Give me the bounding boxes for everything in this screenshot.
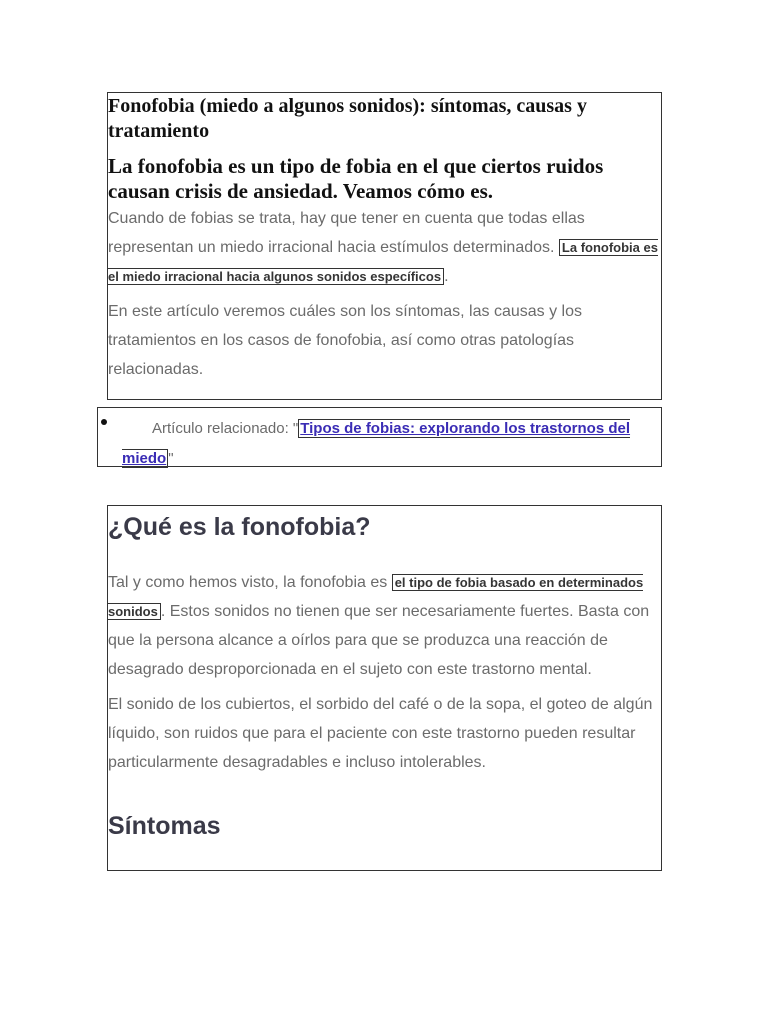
- article-intro-box: [107, 92, 662, 400]
- bullet-icon: [101, 419, 107, 425]
- intro-paragraph-2: En este artículo veremos cuáles son los síntomas, las causas y los tratamientos en los casos de fonofobia, así como otras patologías relacionadas.: [108, 303, 582, 378]
- related-article-box: [97, 407, 662, 467]
- section-heading-what-is: ¿Qué es la fonofobia?: [108, 513, 371, 541]
- section1-p1-highlight: el tipo de fobia basado en determinados sonidos: [108, 575, 644, 619]
- intro-p1-text: Cuando de fobias se trata, hay que tener en cuenta que todas ellas representan un miedo irracional hacia estímulos determinados.: [108, 210, 585, 256]
- related-article-link[interactable]: Tipos de fobias: explorando los trastornos del miedo: [122, 420, 631, 467]
- related-article-item: [122, 414, 652, 474]
- related-suffix: ": [168, 450, 174, 467]
- section-heading-symptoms: Síntomas: [108, 812, 221, 840]
- article-title: Fonofobia (miedo a algunos sonidos): síntomas, causas y tratamiento: [108, 95, 587, 142]
- article-lead: La fonofobia es un tipo de fobia en el que ciertos ruidos causan crisis de ansiedad. Veamos cómo es.: [108, 154, 604, 203]
- intro-paragraph-1: [108, 204, 661, 291]
- intro-p1-end: .: [444, 268, 449, 285]
- related-prefix: Artículo relacionado: ": [152, 420, 299, 437]
- section-what-is-box: [107, 505, 662, 871]
- section1-paragraph-2: El sonido de los cubiertos, el sorbido del café o de la sopa, el goteo de algún líquido, son ruidos que para el paciente con este trastorno pueden resultar particularmente desagradables e incluso intolerables.: [108, 696, 653, 771]
- section1-p1-text: Tal y como hemos visto, la fonofobia es: [108, 574, 392, 591]
- section1-paragraph-1: [108, 568, 661, 684]
- intro-p1-highlight: La fonofobia es el miedo irracional hacia algunos sonidos específicos: [108, 240, 658, 284]
- section1-p1-end: . Estos sonidos no tienen que ser necesariamente fuertes. Basta con que la persona alcance a oírlos para que se produzca una reacción de desagrado desproporcionada en el sujeto con este trastorno mental.: [108, 603, 650, 678]
